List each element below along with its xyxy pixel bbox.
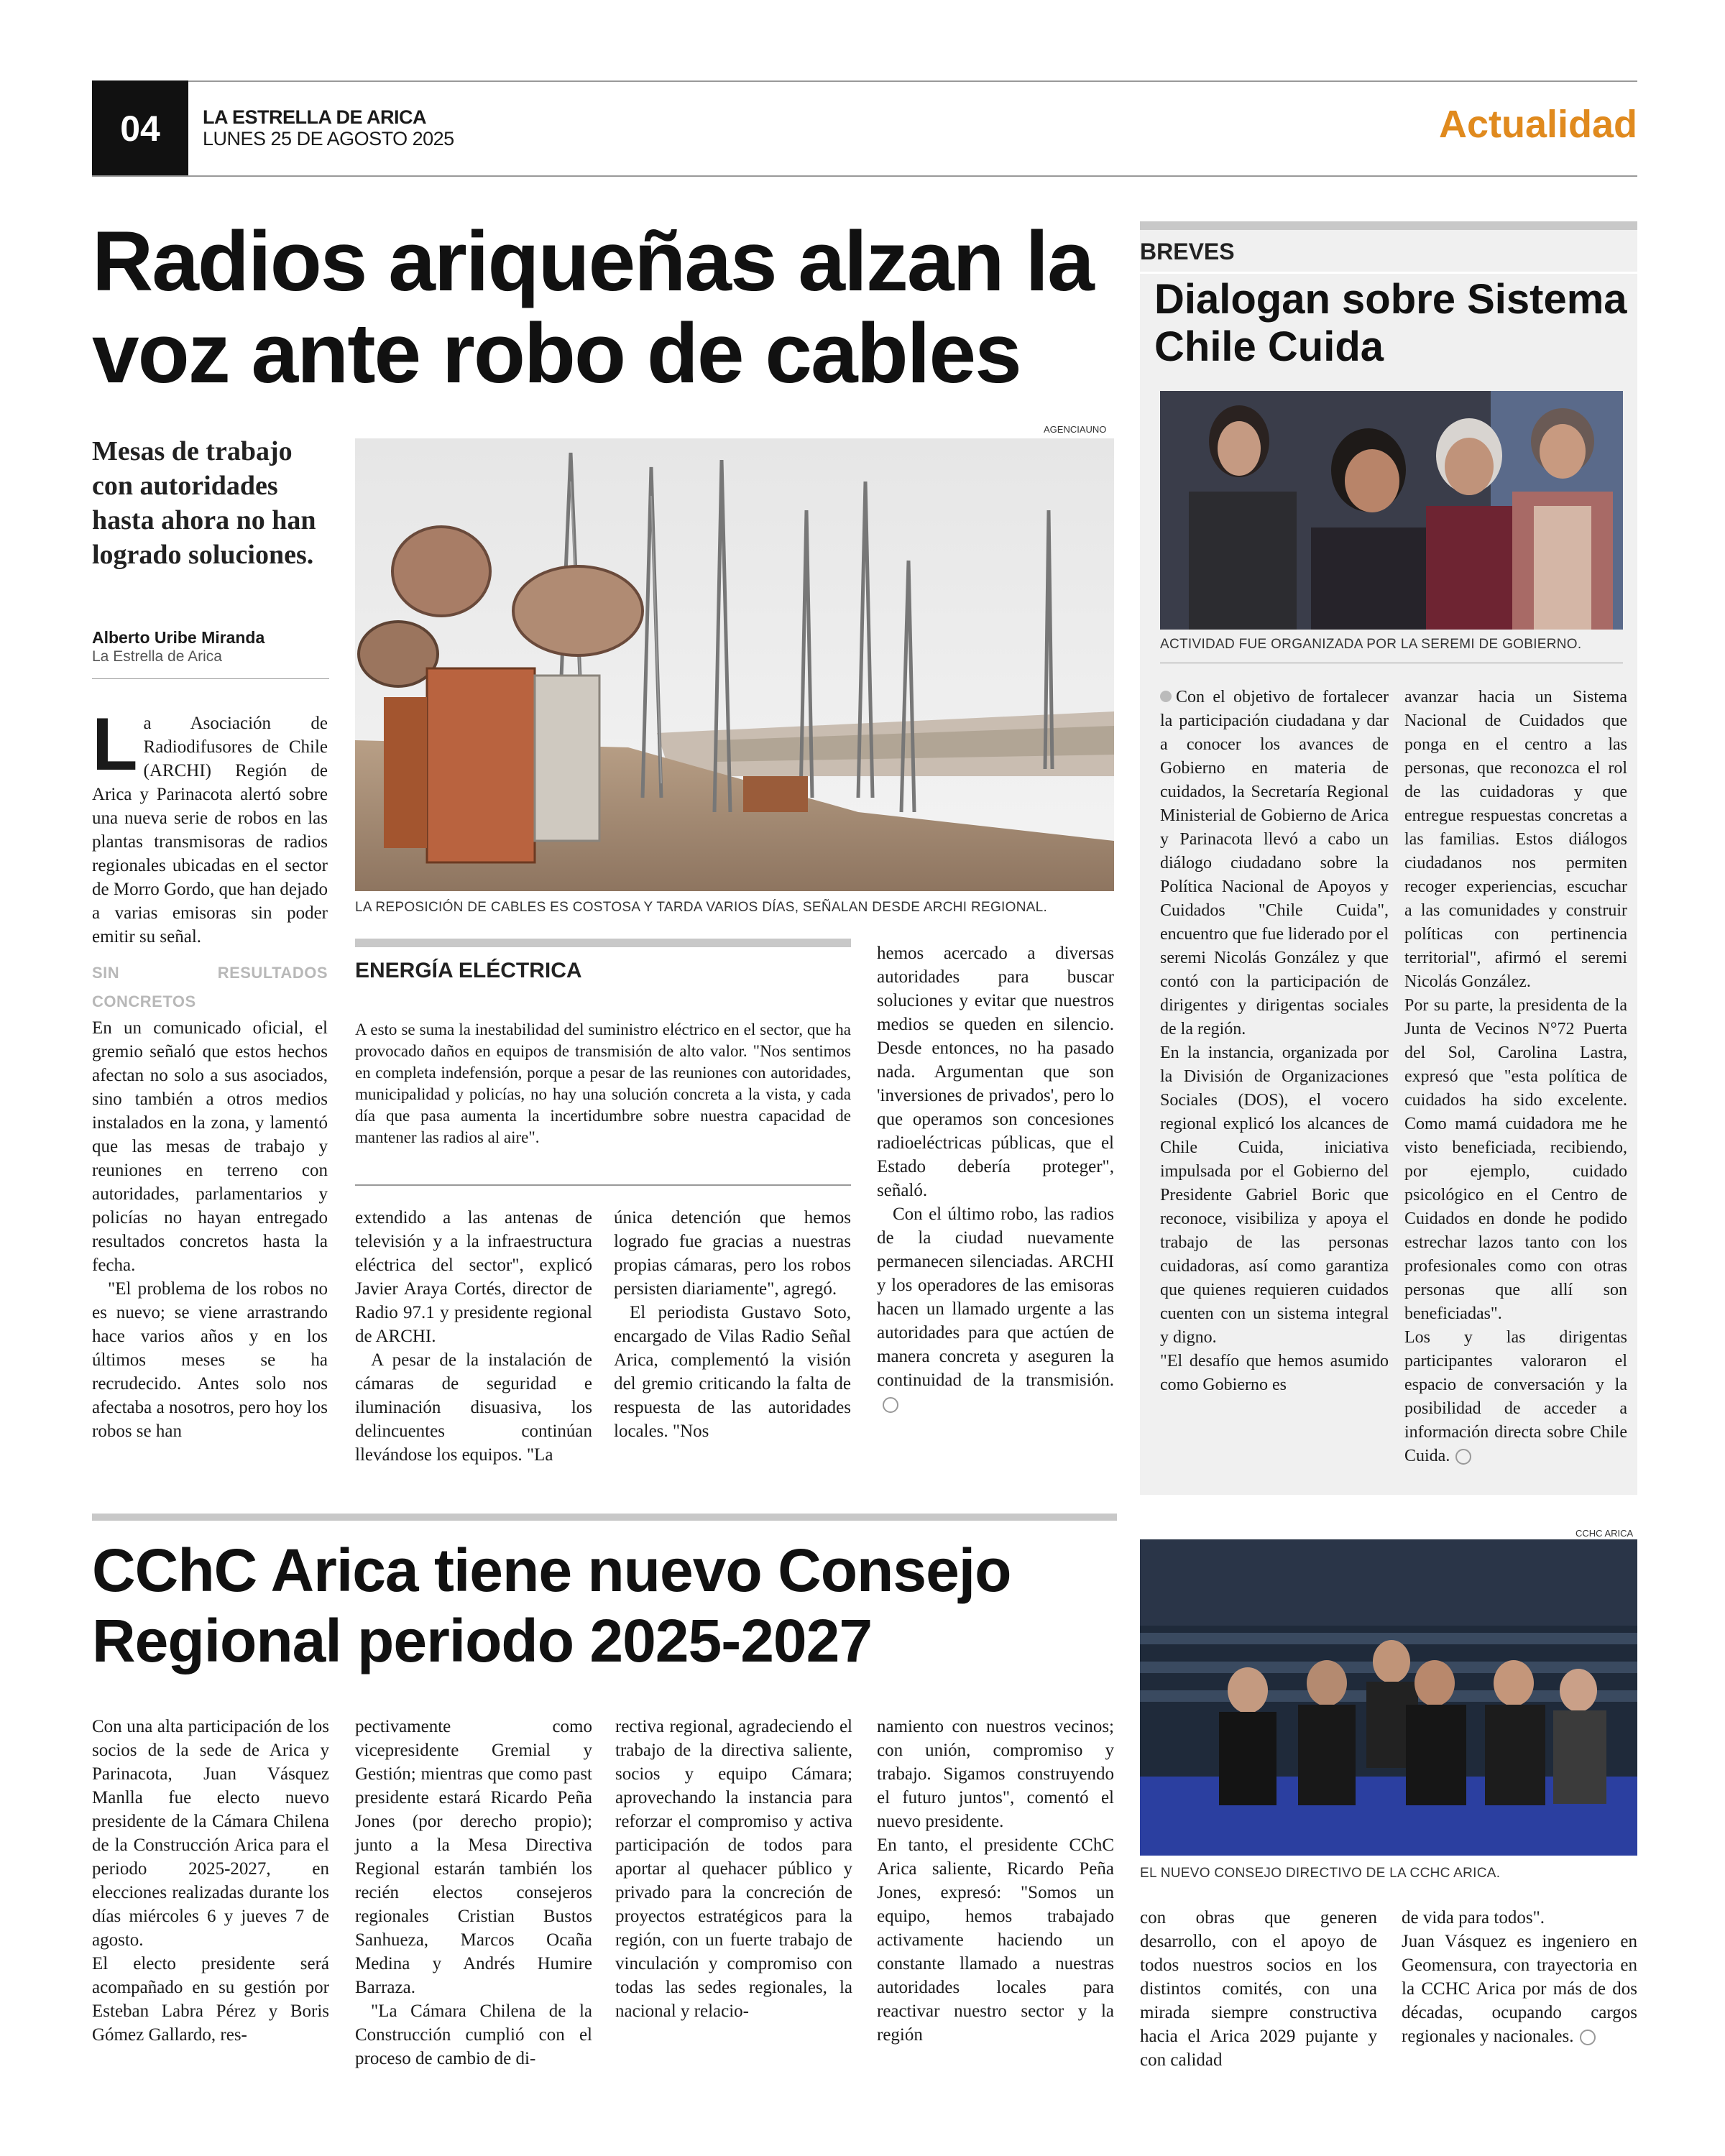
page-header xyxy=(92,80,1637,177)
subhead-sin-resultados: SIN RESULTADOS CONCRETOS xyxy=(92,964,328,1010)
col2-paragraph-2: A pesar de la instalación de cámaras de seguridad e iluminación disuasiva, los delincuentes continúan llevándose los equipos. "La xyxy=(355,1350,592,1465)
cchc-photo-caption: EL NUEVO CONSEJO DIRECTIVO DE LA CCHC ARICA. xyxy=(1140,1866,1501,1881)
lead-paragraph: La Asociación de Radiodifusores de Chile (ARCHI) Región de Arica y Parinacota alertó sobre una nueva serie de robos en las plantas transmisoras de radios regionales ubicadas en el sector de Morro Gordo, que han dejado a varias emisoras sin poder emitir su señal. xyxy=(92,703,328,946)
cchc-paragraph-10: Juan Vásquez es ingeniero en Geomensura, con trayectoria en la CCHC Arica por más de dos décadas, ocupando cargos regionales y nacionales. xyxy=(1402,1932,1637,2046)
cchc-col-2 xyxy=(355,1715,592,2070)
cchc-paragraph-9: de vida para todos". xyxy=(1402,1908,1545,1927)
cchc-col-4 xyxy=(877,1715,1114,2047)
issue-date: LUNES 25 DE AGOSTO 2025 xyxy=(203,128,454,149)
breves-paragraph-3: "El desafío que hemos asumido como Gobierno es xyxy=(1160,1352,1389,1394)
cchc-col-6 xyxy=(1402,1906,1637,2048)
section-label: Actualidad xyxy=(1438,103,1637,146)
cchc-col-5 xyxy=(1140,1906,1377,2072)
breves-panel xyxy=(1140,221,1637,1495)
breves-col-1 xyxy=(1160,686,1389,1397)
cchc-paragraph-1: Con una alta participación de los socios de la sede de Arica y Parinacota, Juan Vásquez Manlla fue electo nuevo presidente de la Cámara Chilena de la Construcción Arica para el periodo 2025-2027, en elecciones realizadas durante los días miércoles 6 y jueves 7 de agosto. xyxy=(92,1717,329,1950)
bullet-icon xyxy=(1160,691,1172,702)
breves-label-rule xyxy=(1140,272,1637,274)
cchc-col-1 xyxy=(92,1715,329,2047)
end-mark-icon xyxy=(883,1397,898,1413)
author-rule xyxy=(92,678,329,679)
col4-paragraph-2: Con el último robo, las radios de la ciudad nuevamente permanecen silenciadas. ARCHI y los operadores de las emisoras hacen un llamado urgente a las autoridades para que actúen de manera concreta y aseguren la continuidad de la transmisión. xyxy=(877,1202,1114,1416)
breves-photo xyxy=(1160,391,1623,630)
cchc-top-rule xyxy=(92,1514,1117,1521)
box-top-rule xyxy=(355,939,851,947)
breves-col-2 xyxy=(1404,686,1627,1468)
cchc-paragraph-2: El electo presidente será acompañado en su gestión por Esteban Labra Pérez y Boris Gómez Gallardo, res- xyxy=(92,1954,329,2045)
cchc-headline: CChC Arica tiene nuevo Consejo Regional periodo 2025-2027 xyxy=(92,1537,1011,1674)
breves-headline: Dialogan sobre Sistema Chile Cuida xyxy=(1154,276,1627,370)
author-org: La Estrella de Arica xyxy=(92,648,222,665)
breves-photo-caption: ACTIVIDAD FUE ORGANIZADA POR LA SEREMI DE GOBIERNO. xyxy=(1160,637,1582,652)
page-number: 04 xyxy=(120,109,160,149)
cchc-paragraph-5: rectiva regional, agradeciendo el trabajo de la directiva saliente, socios y equipo Cámara; aprovechando la instancia para reforzar el compromiso y activa participación de todos para aportar al quehacer público y privado para la concreción de proyectos estratégicos para la región, con un fuerte trabajo de vinculación y compromiso con todas las sedes regionales, la nacional y relacio- xyxy=(615,1717,852,2021)
box-title: ENERGÍA ELÉCTRICA xyxy=(355,959,582,982)
main-col-4 xyxy=(877,941,1114,1416)
cchc-end-mark-icon xyxy=(1580,2030,1596,2045)
cchc-photo-credit: CCHC ARICA xyxy=(1576,1528,1634,1539)
antenna-photo xyxy=(355,438,1114,891)
box-bottom-rule xyxy=(355,1184,851,1186)
main-col-3 xyxy=(614,1206,851,1443)
box-text: A esto se suma la inestabilidad del suministro eléctrico en el sector, que ha provocado daños en equipos de transmisión de alto valor. "Nos sentimos en completa indefensión, porque a pesar de las reuniones con autoridades, municipalidad y policías, no hay una solución concreta a la vista, y cada día que pasa aumenta la incertidumbre sobre nuestra capacidad de mantener las radios al aire". xyxy=(355,1021,851,1146)
paper-name: LA ESTRELLA DE ARICA xyxy=(203,106,426,128)
cchc-col-3 xyxy=(615,1715,852,2023)
main-headline: Radios ariqueñas alzan la voz ante robo de cables xyxy=(92,214,1093,401)
dropcap: L xyxy=(92,703,138,786)
header-bottom-rule xyxy=(92,175,1637,177)
breves-label: BREVES xyxy=(1140,239,1235,264)
col4-paragraph-1: hemos acercado a diversas autoridades para buscar soluciones y evitar que nuestros medios se queden en silencio. Desde entonces, no ha pasado nada. Argumentan que son 'inversiones de privados', pero lo que operamos son concesiones radioeléctricas públicas, que el Estado debería proteger", señaló. xyxy=(877,944,1114,1200)
col3-paragraph-2: El periodista Gustavo Soto, encargado de Vilas Radio Señal Arica, complementó la visión del gremio criticando la falta de respuesta de las autoridades locales. "Nos xyxy=(614,1303,851,1441)
cchc-paragraph-6: namiento con nuestros vecinos; con unión, compromiso y trabajo. Sigamos construyendo el futuro juntos", comentó el nuevo presidente. xyxy=(877,1717,1114,1831)
breves-paragraph-5: Por su parte, la presidenta de la Junta de Vecinos N°72 Puerta del Sol, Carolina Lastra, expresó que "esta política de cuidados ha sido excelente. Como mamá cuidadora me he visto beneficiada, recibiendo, por ejemplo, cuidado psicológico en el Centro de Cuidados en donde he podido estrechar lazos tanto con los profesionales como con otras personas que allí son beneficiadas". xyxy=(1404,996,1627,1323)
cchc-paragraph-4: "La Cámara Chilena de la Construcción cumplió con el proceso de cambio de di- xyxy=(355,2001,592,2068)
breves-paragraph-1: Con el objetivo de fortalecer la participación ciudadana y dar a conocer los avances de Gobierno en materia de cuidados, la Secretaría Regional Ministerial de Gobierno de Arica y Parinacota llevó a cabo un diálogo ciudadano sobre la Política Nacional de Apoyos y Cuidados "Chile Cuida", encuentro que fue liderado por el seremi Nicolás González y que contó con la participación de dirigentes y dirigentas sociales de la región. xyxy=(1160,688,1389,1038)
breves-paragraph-2: En la instancia, organizada por la División de Organizaciones Sociales (DOS), el vocero regional explicó los alcances de Chile Cuida, iniciativa impulsada por el Gobierno del Presidente Gabriel Boric que reconoce, visibiliza y apoya el trabajo de las personas cuidadoras, así como garantiza que quienes requieren cuidados cuenten con un sistema integral y digno. xyxy=(1160,1044,1389,1347)
breves-end-mark-icon xyxy=(1455,1449,1471,1465)
main-photo-caption: LA REPOSICIÓN DE CABLES ES COSTOSA Y TARDA VARIOS DÍAS, SEÑALAN DESDE ARCHI REGIONAL. xyxy=(355,900,1048,915)
photo-credit: AGENCIAUNO xyxy=(1044,424,1107,435)
cchc-paragraph-8: con obras que generen desarrollo, con el apoyo de todos nuestros socios en los distintos comités, con una mirada siempre constructiva hacia el Arica 2029 pujante y con calidad xyxy=(1140,1908,1377,2070)
main-deck: Mesas de trabajo con autoridades hasta ahora no han logrado soluciones. xyxy=(92,436,316,570)
breves-paragraph-4: avanzar hacia un Sistema Nacional de Cuidados que ponga en el centro a las personas, que reconozca el rol de las cuidadoras y que entregue respuestas concretas a las familias. Estos diálogos ciudadanos nos permiten recoger experiencias, escuchar a las comunidades y construir políticas con pertinencia territorial", afirmó el seremi Nicolás González. xyxy=(1404,688,1627,991)
cchc-paragraph-3: pectivamente como vicepresidente Gremial y Gestión; mientras que como past presidente estará Ricardo Peña Jones (por derecho propio); junto a la Mesa Directiva Regional estarán también los recién electos consejeros regionales Cristian Bustos Sanhueza, Marcos Ocaña Medina y Andrés Humire Barraza. xyxy=(355,1717,592,1997)
breves-paragraph-6: Los y las dirigentas participantes valoraron el espacio de conversación y la posibilidad de acceder a información directa sobre Chile Cuida. xyxy=(1404,1328,1627,1465)
cchc-paragraph-7: En tanto, el presidente CChC Arica saliente, Ricardo Peña Jones, expresó: "Somos un equipo, hemos trabajado activamente haciendo un constante llamado a nuestras autoridades locales para reactivar nuestro sector y la región xyxy=(877,1835,1114,2045)
author-name: Alberto Uribe Miranda xyxy=(92,628,265,647)
col3-paragraph-1: única detención que hemos logrado fue gracias a nuestras propias cámaras, pero los robos persisten diariamente", agregó. xyxy=(614,1208,851,1299)
page-number-box xyxy=(92,80,188,177)
header-top-rule xyxy=(92,80,1637,82)
main-col-1 xyxy=(92,703,328,1443)
col2-paragraph-1: extendido a las antenas de televisión y a la infraestructura eléctrica del sector", explicó Javier Araya Cortés, director de Radio 97.1 y presidente regional de ARCHI. xyxy=(355,1208,592,1346)
cchc-photo xyxy=(1140,1539,1637,1856)
col1-paragraph-1: En un comunicado oficial, el gremio señaló que estos hechos afectan no solo a sus asociados, sino también a otros medios instalados en la zona, y lamentó que las mesas de trabajo y reuniones en terreno con autoridades, parlamentarios y policías no hayan entregado resultados concretos hasta la fecha. xyxy=(92,1018,328,1275)
breves-top-rule xyxy=(1140,221,1637,230)
col1-paragraph-2: "El problema de los robos no es nuevo; se viene arrastrando hace varios años y en los últimos meses se ha recrudecido. Antes solo nos afectaba a nosotros, pero hoy los robos se han xyxy=(92,1279,328,1441)
main-col-2 xyxy=(355,1206,592,1467)
